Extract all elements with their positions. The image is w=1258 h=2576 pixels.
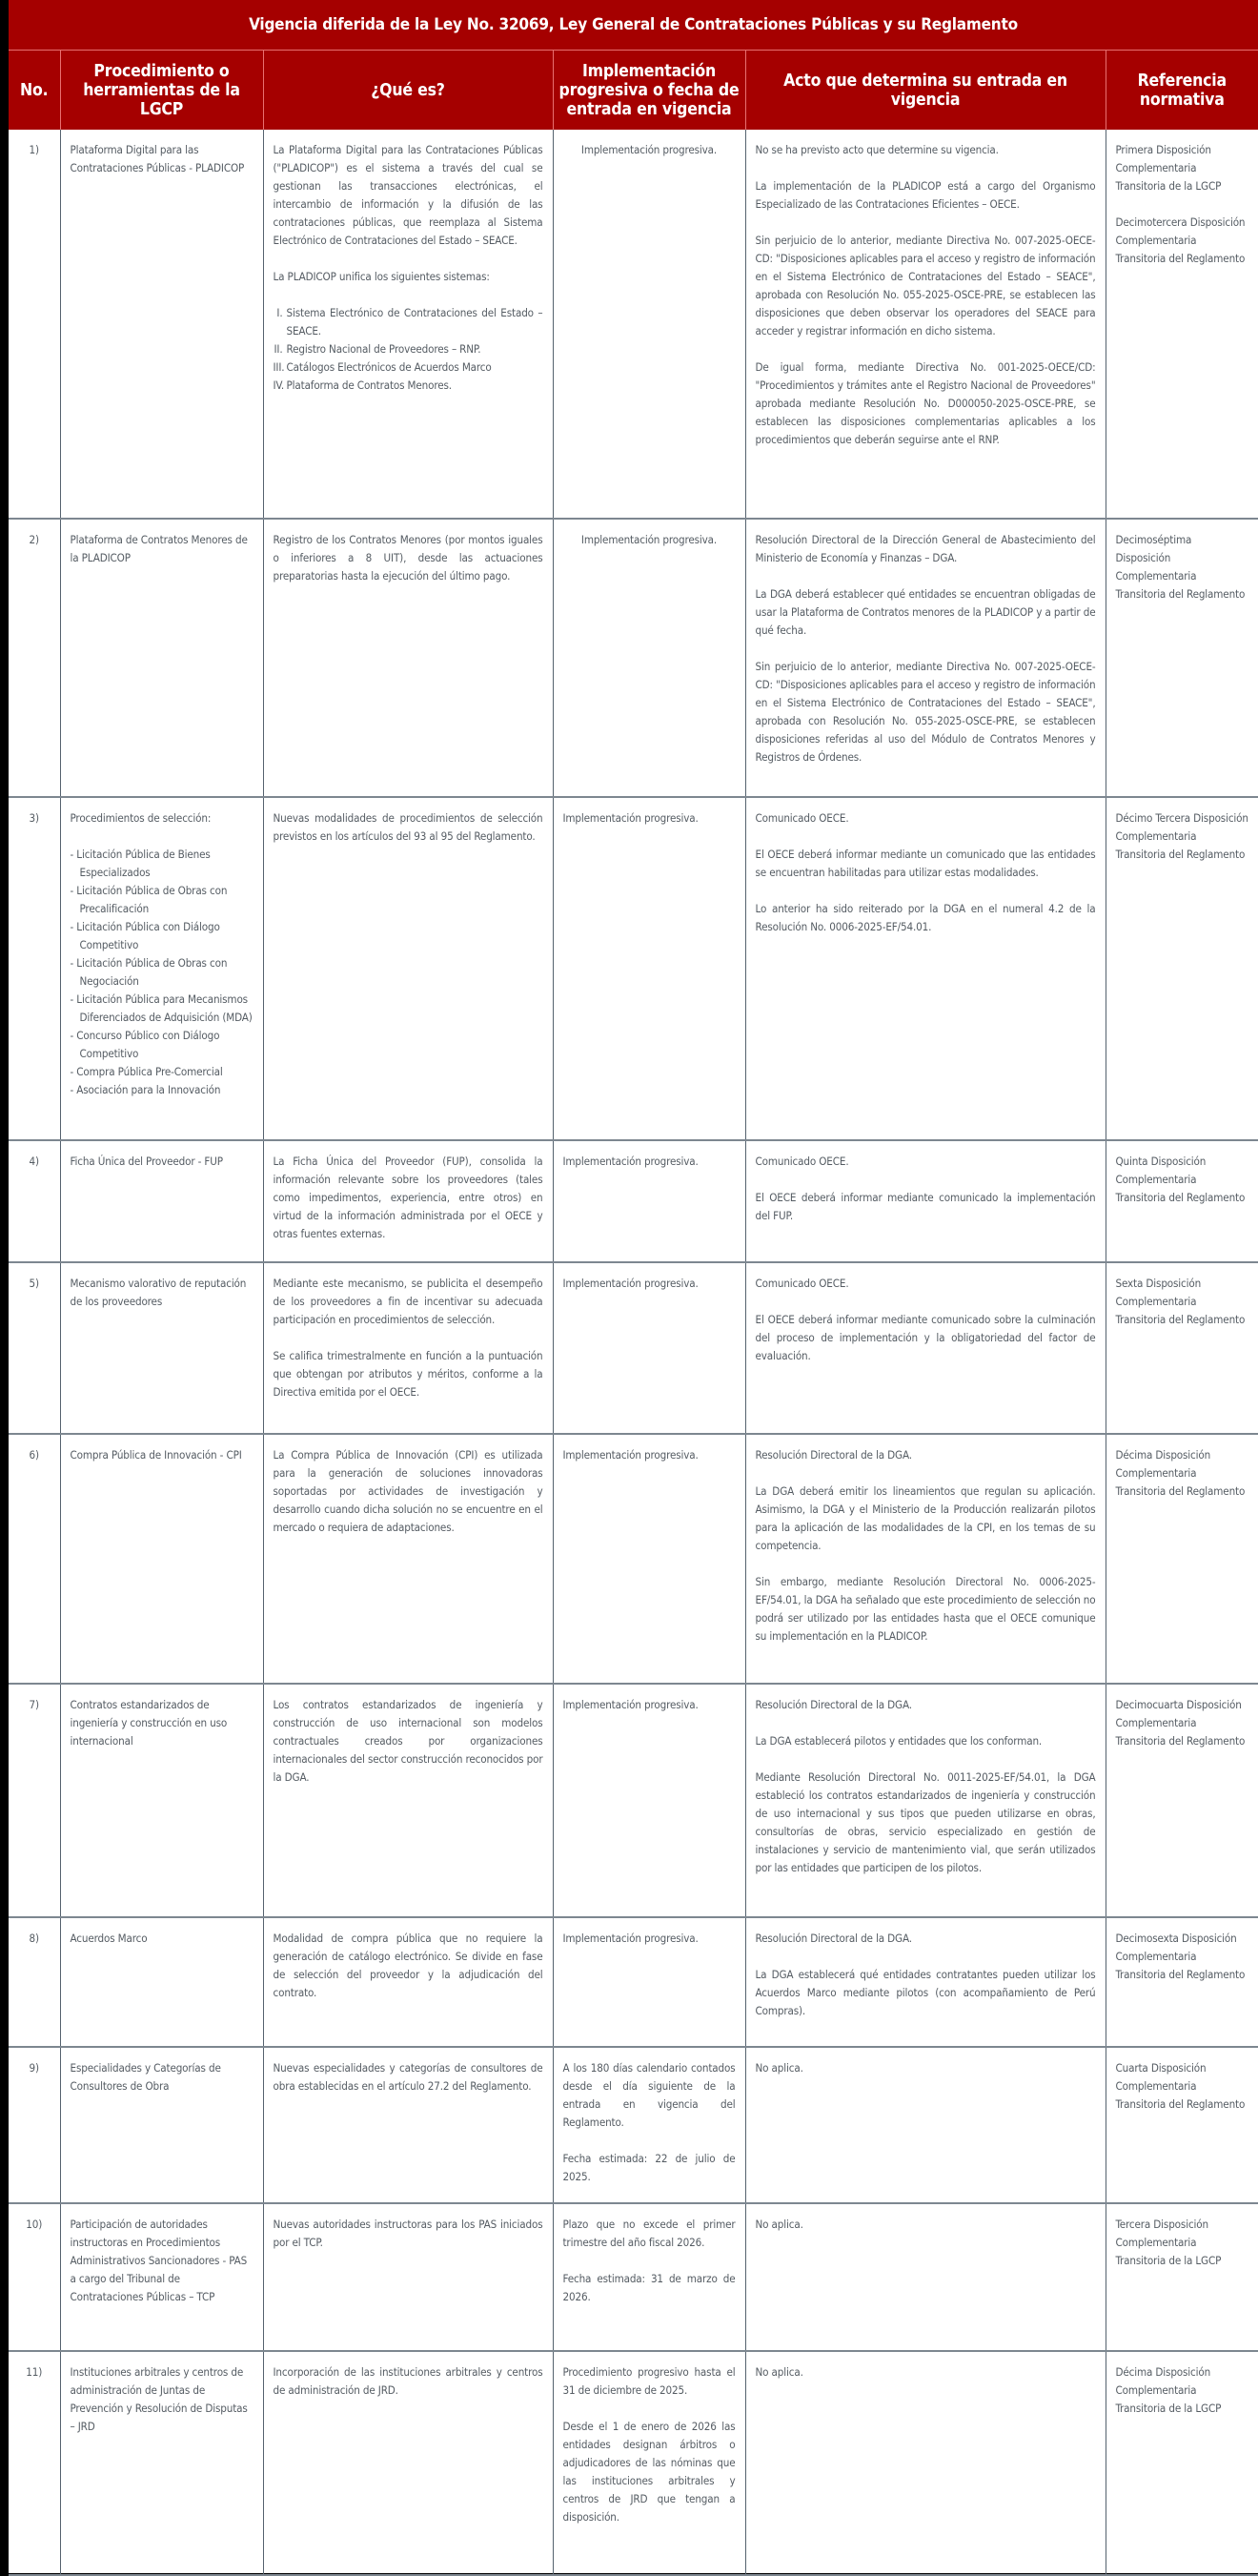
que-es-paragraph: Registro de los Contratos Menores (por montos iguales o inferiores a 8 UIT), desde las actuaciones preparatorias hasta la ejecución del último pago. [273, 533, 543, 583]
cell-acto [745, 1917, 1106, 2047]
acto-paragraph: Sin perjuicio de lo anterior, mediante Directiva No. 007-2025-OECE-CD: "Disposiciones aplicables para el acceso y registro de información en el Sistema Electrónico de Contrataciones del Estado – SEACE", aprobada con Resolución No. 055-2025-OSCE-PRE, se establecen disposiciones referidas al uso del Módulo de Contratos Menores y Registros de Órdenes. [755, 660, 1096, 764]
col-header-referencia: Referencia normativa [1106, 51, 1258, 130]
acto-paragraph: Resolución Directoral de la DGA. [755, 1932, 912, 1945]
cell-que-es [263, 797, 553, 1140]
row-number [9, 2351, 60, 2575]
vigencia-table [9, 51, 1258, 2576]
table-row [9, 2351, 1258, 2575]
procedimiento-text: Plataforma de Contratos Menores de la PLADICOP [70, 533, 248, 564]
cell-referencia [1106, 1917, 1258, 2047]
acto-paragraph: El OECE deberá informar mediante comunicado la implementación del FUP. [755, 1191, 1096, 1222]
referencia-paragraph: Primera Disposición Complementaria Transitoria de la LGCP [1115, 143, 1222, 193]
row-number-label: 6) [29, 1448, 39, 1462]
cell-acto [745, 2203, 1106, 2351]
cell-implementacion [553, 519, 745, 797]
implementacion-paragraph: Implementación progresiva. [580, 143, 718, 156]
cell-procedimiento [60, 1262, 263, 1434]
table-row [9, 2047, 1258, 2203]
cell-acto [745, 1262, 1106, 1434]
implementacion-paragraph: Fecha estimada: 22 de julio de 2025. [562, 2152, 736, 2183]
cell-implementacion [553, 130, 745, 519]
table-row [9, 1434, 1258, 1684]
procedimiento-text: Participación de autoridades instructoras en Procedimientos Administrativos Sancionadores - PAS a cargo del Tribunal de Contrataciones Públicas – TCP [70, 2218, 248, 2303]
acto-paragraph: El OECE deberá informar mediante comunicado sobre la culminación del proceso de implementación y la obligatoriedad del factor de evaluación. [755, 1313, 1096, 1362]
acto-paragraph: Lo anterior ha sido reiterado por la DGA en el numeral 4.2 de la Resolución No. 0006-2025-EF/54.01. [755, 902, 1096, 933]
referencia-paragraph: Decimosexta Disposición Complementaria Transitoria del Reglamento [1115, 1932, 1246, 1981]
procedimiento-list-item: - Asociación para la Innovación [71, 1081, 254, 1099]
implementacion-paragraph: Implementación progresiva. [562, 1155, 699, 1168]
sistema-list-item [274, 377, 543, 395]
referencia-paragraph: Decimocuarta Disposición Complementaria Transitoria del Reglamento [1115, 1698, 1246, 1748]
cell-implementacion [553, 2047, 745, 2203]
roman-marker: IV. [273, 378, 285, 392]
row-number [9, 1434, 60, 1684]
cell-procedimiento [60, 1917, 263, 2047]
implementacion-paragraph: A los 180 días calendario contados desde el día siguiente de la entrada en vigencia del Reglamento. [562, 2061, 736, 2129]
acto-paragraph: El OECE deberá informar mediante un comunicado que las entidades se encuentran habilitadas para utilizar estas modalidades. [755, 848, 1096, 879]
cell-referencia [1106, 1262, 1258, 1434]
sistema-list-item [274, 358, 543, 377]
col-header-acto: Acto que determina su entrada en vigencia [745, 51, 1106, 130]
cell-procedimiento [60, 1434, 263, 1684]
cell-que-es [263, 1140, 553, 1262]
procedimiento-text: Contratos estandarizados de ingeniería y construcción en uso internacional [70, 1698, 228, 1748]
implementacion-paragraph: Implementación progresiva. [580, 533, 718, 546]
procedimientos-list [71, 846, 254, 1099]
row-number-label: 3) [29, 811, 39, 825]
referencia-paragraph: Decimoséptima Disposición Complementaria Transitoria del Reglamento [1115, 533, 1246, 601]
acto-paragraph: La DGA establecerá pilotos y entidades que los conforman. [755, 1734, 1043, 1748]
implementacion-paragraph: Implementación progresiva. [562, 1448, 699, 1462]
row-number [9, 1684, 60, 1917]
implementacion-paragraph: Implementación progresiva. [562, 1932, 699, 1945]
row-number [9, 1917, 60, 2047]
document-page [9, 0, 1258, 2573]
cell-acto [745, 1140, 1106, 1262]
row-number [9, 797, 60, 1140]
acto-paragraph: No se ha previsto acto que determine su vigencia. [755, 143, 999, 156]
row-number-label: 1) [29, 143, 39, 156]
sistema-text: Plataforma de Contratos Menores. [286, 378, 452, 392]
table-row [9, 1262, 1258, 1434]
table-body [9, 130, 1258, 2575]
cell-implementacion [553, 1262, 745, 1434]
cell-que-es [263, 130, 553, 519]
que-es-paragraph: Nuevas modalidades de procedimientos de selección previstos en los artículos del 93 al 95 del Reglamento. [273, 811, 543, 843]
sistema-text: Sistema Electrónico de Contrataciones del Estado – SEACE. [286, 306, 543, 337]
que-es-paragraph: Se califica trimestralmente en función a la puntuación que obtengan por atributos y méritos, conforme a la Directiva emitida por el OECE. [273, 1349, 543, 1399]
acto-paragraph: Comunicado OECE. [755, 811, 849, 825]
acto-paragraph: No aplica. [755, 2061, 803, 2075]
acto-paragraph: Resolución Directoral de la DGA. [755, 1448, 912, 1462]
cell-procedimiento [60, 797, 263, 1140]
cell-implementacion [553, 2203, 745, 2351]
col-header-no: No. [9, 51, 60, 130]
cell-implementacion [553, 797, 745, 1140]
cell-referencia [1106, 797, 1258, 1140]
cell-procedimiento [60, 519, 263, 797]
cell-que-es [263, 2203, 553, 2351]
implementacion-paragraph: Desde el 1 de enero de 2026 las entidades designan árbitros o adjudicadores de las nóminas que las instituciones arbitrales y centros de JRD que tengan a disposición. [562, 2420, 736, 2524]
table-row [9, 1684, 1258, 1917]
cell-acto [745, 130, 1106, 519]
cell-acto [745, 1434, 1106, 1684]
row-number-label: 5) [29, 1277, 39, 1290]
col-header-que-es: ¿Qué es? [263, 51, 553, 130]
acto-paragraph: La implementación de la PLADICOP está a cargo del Organismo Especializado de las Contrataciones Eficientes – OECE. [755, 179, 1096, 211]
que-es-paragraph: Nuevas autoridades instructoras para los PAS iniciados por el TCP. [273, 2218, 543, 2249]
que-es-paragraph: Nuevas especialidades y categorías de consultores de obra establecidas en el artículo 27.2 del Reglamento. [273, 2061, 543, 2093]
row-number [9, 2203, 60, 2351]
que-es-paragraph: La Plataforma Digital para las Contrataciones Públicas ("PLADICOP") es el sistema a través del cual se gestionan las transacciones electrónicas, el intercambio de información y la difusión de las contrataciones públicas, que reemplaza al Sistema Electrónico de Contrataciones del Estado – SEACE. [273, 143, 543, 247]
header-row [9, 51, 1258, 130]
cell-implementacion [553, 1140, 745, 1262]
row-number [9, 2047, 60, 2203]
que-es-paragraph: Incorporación de las instituciones arbitrales y centros de administración de JRD. [273, 2365, 543, 2397]
cell-referencia [1106, 130, 1258, 519]
cell-que-es [263, 2047, 553, 2203]
roman-marker: III. [273, 360, 285, 374]
cell-referencia [1106, 1140, 1258, 1262]
sistema-text: Catálogos Electrónicos de Acuerdos Marco [286, 360, 492, 374]
que-es-paragraph: Mediante este mecanismo, se publicita el desempeño de los proveedores a fin de incentivar su adecuada participación en procedimientos de selección. [273, 1277, 543, 1326]
acto-paragraph: Sin embargo, mediante Resolución Directoral No. 0006-2025-EF/54.01, la DGA ha señalado que este procedimiento de selección no podrá ser utilizado por las entidades hasta que el OECE comunique su implementación en la PLADICOP. [755, 1575, 1096, 1643]
cell-procedimiento [60, 1684, 263, 1917]
cell-implementacion [553, 1917, 745, 2047]
referencia-paragraph: Décima Disposición Complementaria Transitoria de la LGCP [1115, 2365, 1222, 2415]
acto-paragraph: Resolución Directoral de la Dirección General de Abastecimiento del Ministerio de Economía y Finanzas – DGA. [755, 533, 1096, 564]
table-row [9, 1140, 1258, 1262]
que-es-paragraph: La Ficha Única del Proveedor (FUP), consolida la información relevante sobre los proveedores (tales como impedimentos, experiencia, entre otros) en virtud de la información administrada por el OECE y otras fuentes externas. [273, 1155, 543, 1240]
procedimiento-list-item: - Licitación Pública de Obras con Negociación [71, 954, 254, 991]
row-number-label: 9) [29, 2061, 39, 2075]
table-row [9, 1917, 1258, 2047]
cell-procedimiento [60, 1140, 263, 1262]
procedimiento-text: Plataforma Digital para las Contrataciones Públicas - PLADICOP [70, 143, 245, 174]
cell-que-es [263, 1262, 553, 1434]
procedimiento-text: Procedimientos de selección: [70, 811, 212, 825]
table-title: Vigencia diferida de la Ley No. 32069, Ley General de Contrataciones Públicas y su Reglamento [9, 0, 1258, 51]
cell-que-es [263, 519, 553, 797]
acto-paragraph: La DGA establecerá qué entidades contratantes pueden utilizar los Acuerdos Marco mediante pilotos (con acompañamiento de Perú Compras). [755, 1968, 1096, 2017]
procedimiento-text: Compra Pública de Innovación - CPI [70, 1448, 242, 1462]
sistemas-list [274, 304, 543, 395]
cell-referencia [1106, 1434, 1258, 1684]
cell-referencia [1106, 2203, 1258, 2351]
table-row [9, 130, 1258, 519]
implementacion-paragraph: Implementación progresiva. [562, 811, 699, 825]
row-number [9, 519, 60, 797]
referencia-paragraph: Décima Disposición Complementaria Transitoria del Reglamento [1115, 1448, 1246, 1498]
cell-referencia [1106, 519, 1258, 797]
acto-paragraph: La DGA deberá establecer qué entidades se encuentran obligadas de usar la Plataforma de Contratos menores de la PLADICOP y a partir de qué fecha. [755, 587, 1096, 637]
acto-paragraph: Mediante Resolución Directoral No. 0011-2025-EF/54.01, la DGA estableció los contratos estandarizados de ingeniería y construcción de uso internacional y sus tipos que pueden utilizarse en obras, consultorías de obras, servicio especializado en gestión de instalaciones y servicio de mantenimiento vial, que serán utilizados por las entidades que participen de los pilotos. [755, 1770, 1096, 1874]
cell-implementacion [553, 1684, 745, 1917]
cell-procedimiento [60, 2203, 263, 2351]
row-number-label: 7) [29, 1698, 39, 1711]
row-number-label: 10) [26, 2218, 43, 2231]
col-header-procedimiento: Procedimiento o herramientas de la LGCP [60, 51, 263, 130]
procedimiento-text: Ficha Única del Proveedor - FUP [70, 1155, 223, 1168]
table-row [9, 2203, 1258, 2351]
row-number [9, 1262, 60, 1434]
implementacion-paragraph: Implementación progresiva. [562, 1698, 699, 1711]
acto-paragraph: Sin perjuicio de lo anterior, mediante Directiva No. 007-2025-OECE-CD: "Disposiciones aplicables para el acceso y registro de información en el Sistema Electrónico de Contrataciones del Estado – SEACE", aprobada con Resolución No. 055-2025-OSCE-PRE, se establecen las disposiciones que deben observar los operadores del SEACE para acceder y registrar información en dicho sistema. [755, 234, 1096, 337]
referencia-paragraph: Decimotercera Disposición Complementaria Transitoria del Reglamento [1115, 215, 1246, 265]
roman-marker: I. [276, 306, 283, 319]
table-row [9, 519, 1258, 797]
sistema-text: Registro Nacional de Proveedores – RNP. [286, 342, 481, 356]
implementacion-paragraph: Plazo que no excede el primer trimestre del año fiscal 2026. [562, 2218, 736, 2249]
implementacion-paragraph: Implementación progresiva. [562, 1277, 699, 1290]
referencia-paragraph: Décimo Tercera Disposición Complementaria Transitoria del Reglamento [1115, 811, 1248, 861]
cell-procedimiento [60, 2351, 263, 2575]
cell-que-es [263, 1684, 553, 1917]
referencia-paragraph: Tercera Disposición Complementaria Transitoria de la LGCP [1115, 2218, 1222, 2267]
row-number-label: 2) [29, 533, 39, 546]
cell-que-es [263, 1434, 553, 1684]
cell-acto [745, 519, 1106, 797]
procedimiento-text: Especialidades y Categorías de Consultores de Obra [70, 2061, 221, 2093]
cell-acto [745, 2351, 1106, 2575]
acto-paragraph: De igual forma, mediante Directiva No. 001-2025-OECE/CD: "Procedimientos y trámites ante el Registro Nacional de Proveedores" aprobada mediante Resolución No. D000050-2025-OSCE-PRE, se establecen las disposiciones complementarias aplicables a los procedimientos que deberán seguirse ante el RNP. [755, 360, 1096, 446]
acto-paragraph: La DGA deberá emitir los lineamientos que regulan su aplicación. Asimismo, la DGA y el Ministerio de la Producción realizarán pilotos para la aplicación de las modalidades de la CPI, en los temas de su competencia. [755, 1484, 1096, 1552]
procedimiento-list-item: - Licitación Pública con Diálogo Competitivo [71, 918, 254, 954]
roman-marker: II. [274, 342, 283, 356]
acto-paragraph: Resolución Directoral de la DGA. [755, 1698, 912, 1711]
referencia-paragraph: Sexta Disposición Complementaria Transitoria del Reglamento [1115, 1277, 1246, 1326]
row-number [9, 1140, 60, 1262]
procedimiento-text: Mecanismo valorativo de reputación de los proveedores [70, 1277, 247, 1308]
cell-referencia [1106, 1684, 1258, 1917]
cell-acto [745, 797, 1106, 1140]
que-es-paragraph: La PLADICOP unifica los siguientes sistemas: [273, 270, 490, 283]
col-header-implementacion: Implementación progresiva o fecha de entrada en vigencia [553, 51, 745, 130]
que-es-paragraph: Modalidad de compra pública que no requiere la generación de catálogo electrónico. Se divide en fase de selección del proveedor y la adjudicación del contrato. [273, 1932, 543, 1999]
sistema-list-item [274, 340, 543, 358]
cell-procedimiento [60, 130, 263, 519]
referencia-paragraph: Quinta Disposición Complementaria Transitoria del Reglamento [1115, 1155, 1246, 1204]
row-number-label: 11) [26, 2365, 43, 2379]
que-es-paragraph: Los contratos estandarizados de ingeniería y construcción de uso internacional son modelos contractuales creados por organizaciones internacionales del sector construcción reconocidos por la DGA. [273, 1698, 543, 1784]
implementacion-paragraph: Fecha estimada: 31 de marzo de 2026. [562, 2272, 736, 2303]
row-number-label: 8) [29, 1932, 39, 1945]
cell-implementacion [553, 2351, 745, 2575]
acto-paragraph: No aplica. [755, 2365, 803, 2379]
procedimiento-list-item: - Licitación Pública para Mecanismos Diferenciados de Adquisición (MDA) [71, 991, 254, 1027]
cell-acto [745, 1684, 1106, 1917]
cell-referencia [1106, 2351, 1258, 2575]
referencia-paragraph: Cuarta Disposición Complementaria Transitoria del Reglamento [1115, 2061, 1246, 2111]
acto-paragraph: Comunicado OECE. [755, 1155, 849, 1168]
cell-que-es [263, 1917, 553, 2047]
procedimiento-text: Instituciones arbitrales y centros de administración de Juntas de Prevención y Resolución de Disputas – JRD [70, 2365, 248, 2433]
que-es-paragraph: La Compra Pública de Innovación (CPI) es utilizada para la generación de soluciones innovadoras soportadas por actividades de investigación y desarrollo cuando dicha solución no se encuentre en el mercado o requiera de adaptaciones. [273, 1448, 543, 1534]
cell-procedimiento [60, 2047, 263, 2203]
procedimiento-list-item: - Concurso Público con Diálogo Competitivo [71, 1027, 254, 1063]
procedimiento-text: Acuerdos Marco [70, 1932, 148, 1945]
cell-implementacion [553, 1434, 745, 1684]
procedimiento-list-item: - Licitación Pública de Obras con Precalificación [71, 882, 254, 918]
row-number-label: 4) [29, 1155, 39, 1168]
sistema-list-item [274, 304, 543, 340]
acto-paragraph: Comunicado OECE. [755, 1277, 849, 1290]
table-row [9, 797, 1258, 1140]
procedimiento-list-item: - Compra Pública Pre-Comercial [71, 1063, 254, 1081]
implementacion-paragraph: Procedimiento progresivo hasta el 31 de diciembre de 2025. [562, 2365, 736, 2397]
cell-acto [745, 2047, 1106, 2203]
acto-paragraph: No aplica. [755, 2218, 803, 2231]
row-number [9, 130, 60, 519]
procedimiento-list-item: - Licitación Pública de Bienes Especializados [71, 846, 254, 882]
cell-referencia [1106, 2047, 1258, 2203]
cell-que-es [263, 2351, 553, 2575]
